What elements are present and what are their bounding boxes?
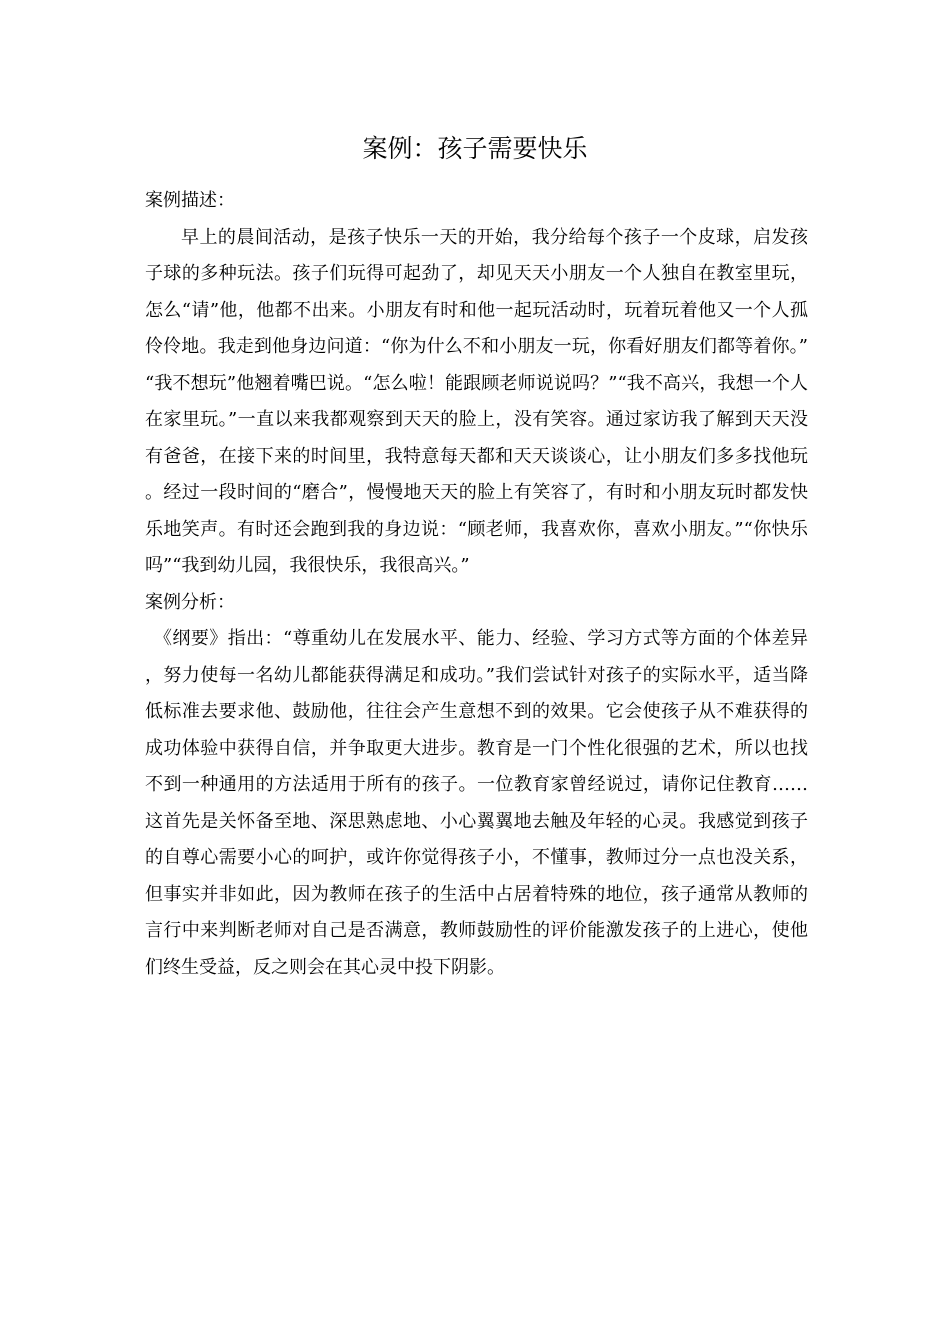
section-heading-description: 案例描述： xyxy=(145,190,235,211)
document-title: 案例：孩子需要快乐 xyxy=(362,134,588,163)
analysis-paragraph: 《纲要》指出：“尊重幼儿在发展水平、能力、经验、学习方式等方面的个体差异，努力使每一名幼儿都能获得满足和成功。”我们尝试针对孩子的实际水平，适当降低标准去要求他、鼓励他，往往会产生意想不到的效果。它会使孩子从不难获得的成功体验中获得自信，并争取更大进步。教育是一门个性化很强的艺术，所以也找不到一种通用的方法适用于所有的孩子。一位教育家曾经说过，请你记住教育……这首先是关怀备至地、深思熟虑地、小心翼翼地去触及年轻的心灵。我感觉到孩子的自尊心需要小心的呵护，或许你觉得孩子小，不懂事，教师过分一点也没关系，但事实并非如此，因为教师在孩子的生活中占居着特殊的地位，孩子通常从教师的言行中来判断老师对自己是否满意，教师鼓励性的评价能激发孩子的上进心，使他们终生受益，反之则会在其心灵中投下阴影。 xyxy=(145,628,808,978)
document-body xyxy=(145,183,808,986)
description-paragraph: 早上的晨间活动，是孩子快乐一天的开始，我分给每个孩子一个皮球，启发孩子球的多种玩法。孩子们玩得可起劲了，却见天天小朋友一个人独自在教室里玩，怎么“请”他，他都不出来。小朋友有时和他一起玩活动时，玩着玩着他又一个人孤伶伶地。我走到他身边问道：“你为什么不和小朋友一玩，你看好朋友们都等着你。”“我不想玩”他翘着嘴巴说。“怎么啦！能跟顾老师说说吗？”“我不高兴，我想一个人在家里玩。”一直以来我都观察到天天的脸上，没有笑容。通过家访我了解到天天没有爸爸，在接下来的时间里，我特意每天都和天天谈谈心，让小朋友们多多找他玩。经过一段时间的“磨合”，慢慢地天天的脸上有笑容了，有时和小朋友玩时都发快乐地笑声。有时还会跑到我的身边说：“顾老师，我喜欢你，喜欢小朋友。”“你快乐吗”“我到幼儿园，我很快乐，我很高兴。” xyxy=(145,226,808,576)
section-heading-analysis: 案例分析： xyxy=(145,591,235,613)
